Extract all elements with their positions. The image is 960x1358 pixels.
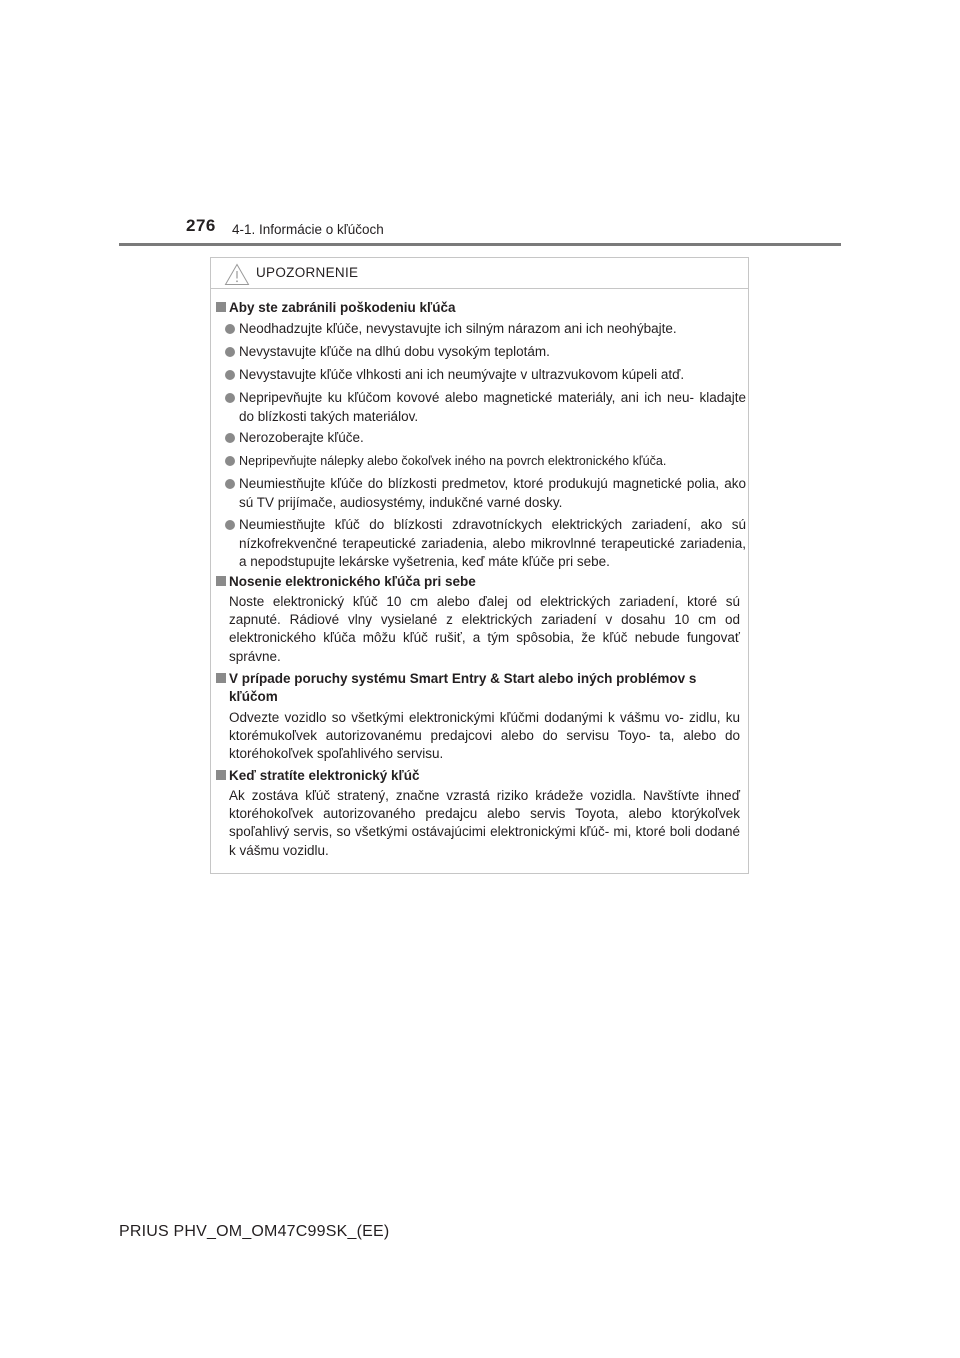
square-bullet-icon xyxy=(216,302,226,312)
circle-bullet-icon xyxy=(225,456,235,466)
section-heading: Keď stratíte elektronický kľúč xyxy=(216,767,746,785)
list-item: Neodhadzujte kľúče, nevystavujte ich silným nárazom ani ich neohýbajte. xyxy=(225,320,746,339)
section-paragraph: Ak zostáva kľúč stratený, značne vzrastá riziko krádeže vozidla. Navštívte ihneď ktoréhokoľvek autorizovaného predajcu alebo servis Toyota, alebo ktorýkoľvek spoľahlivý servis, so všetkými ostávajúcimi elektronickými kľúč- mi, ktoré boli dodané k vášmu vozidlu. xyxy=(229,788,740,858)
list-item: Nepripevňujte nálepky alebo čokoľvek iného na povrch elektronického kľúča. xyxy=(225,452,746,471)
section-heading: V prípade poruchy systému Smart Entry & Start alebo iných problémov s kľúčom xyxy=(216,670,746,705)
circle-bullet-icon xyxy=(225,347,235,357)
square-bullet-icon xyxy=(216,770,226,780)
circle-bullet-icon xyxy=(225,324,235,334)
list-item: Nevystavujte kľúče na dlhú dobu vysokým teplotám. xyxy=(225,343,746,362)
list-item: Nerozoberajte kľúče. xyxy=(225,429,746,448)
header-rule xyxy=(119,243,841,246)
section-paragraph: Noste elektronický kľúč 10 cm alebo ďalej od elektrických zariadení, ktoré sú zapnuté. Rádiové vlny vysielané z elektrických zariadení v dosahu 10 cm od elektronického kľúča môžu kľúč rušiť, a tým spôsobia, že kľúč nebude fungovať správne. xyxy=(229,594,740,664)
page-number: 276 xyxy=(186,216,216,235)
circle-bullet-icon xyxy=(225,433,235,443)
circle-bullet-icon xyxy=(225,393,235,403)
list-item: Nevystavujte kľúče vlhkosti ani ich neumývajte v ultrazvukovom kúpeli atď. xyxy=(225,366,746,385)
footer-document-code: PRIUS PHV_OM_OM47C99SK_(EE) xyxy=(119,1223,390,1240)
square-bullet-icon xyxy=(216,576,226,586)
section-heading: Aby ste zabránili poškodeniu kľúča xyxy=(216,299,746,317)
list-item: Nepripevňujte ku kľúčom kovové alebo magnetické materiály, ani ich neu- kladajte do blízkosti takých materiálov. xyxy=(225,389,746,426)
list-item: Neumiestňujte kľúč do blízkosti zdravotníckych elektrických zariadení, ako sú nízkofrekvenčné terapeutické zariadenia, alebo mikrovlnné terapeutické zariadenia, a nepodstupujte lekárske vyšetrenia, keď máte kľúče pri sebe. xyxy=(225,516,746,572)
warning-header xyxy=(211,258,748,289)
warning-title: UPOZORNENIE xyxy=(256,265,359,280)
circle-bullet-icon xyxy=(225,520,235,530)
section-heading: Nosenie elektronického kľúča pri sebe xyxy=(216,573,746,591)
section-paragraph: Odvezte vozidlo so všetkými elektronickými kľúčmi dodanými k vášmu vo- zidlu, ku ktorémukoľvek autorizovanému predajcovi alebo do servisu Toyo- ta, alebo do ktoréhokoľvek spoľahlivého servisu. xyxy=(229,710,740,762)
square-bullet-icon xyxy=(216,673,226,683)
circle-bullet-icon xyxy=(225,479,235,489)
circle-bullet-icon xyxy=(225,370,235,380)
section-title: 4-1. Informácie o kľúčoch xyxy=(232,222,384,237)
warning-box xyxy=(210,257,749,874)
list-item: Neumiestňujte kľúče do blízkosti predmetov, ktoré produkujú magnetické polia, ako sú TV prijímače, audiosystémy, indukčné varné dosky. xyxy=(225,475,746,512)
warning-triangle-icon xyxy=(224,263,250,286)
